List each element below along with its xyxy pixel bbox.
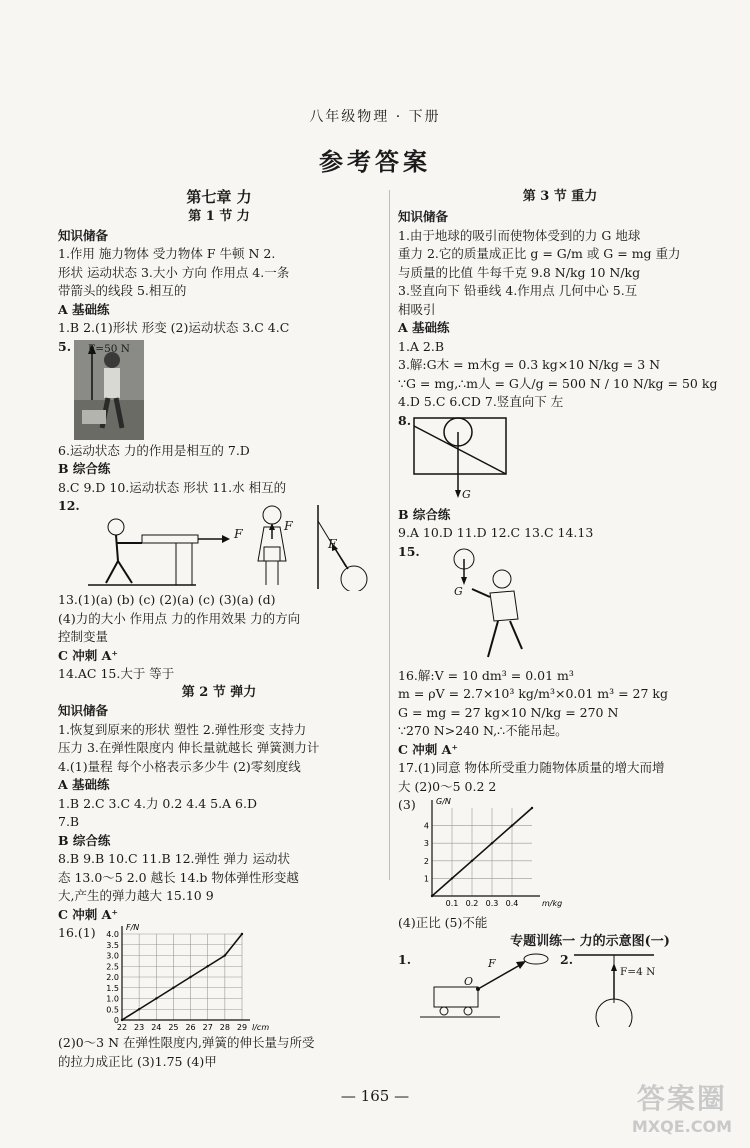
y-tick-label: 0 [113, 1016, 119, 1025]
page-number: — 165 — [340, 1087, 410, 1105]
x-tick-label: 28 [219, 1023, 230, 1032]
answer-line: 重力 2.它的质量成正比 g = G/m 或 G = mg 重力 [398, 246, 681, 261]
answer-line: m = ρV = 2.7×10³ kg/m³×0.01 m³ = 27 kg [398, 686, 668, 701]
question-number: 5. [58, 338, 72, 354]
answer-line: ∵G = mg,∴m人 = G人/g = 500 N / 10 N/kg = 50 kg [398, 375, 718, 391]
answer-line: 态 13.0～5 2.0 越长 14.b 物体弹性形变越 [58, 869, 299, 885]
question-number: 1. [398, 952, 412, 967]
subheading: C 冲刺 A⁺ [58, 647, 118, 663]
soccer-player-diagram-icon [418, 545, 538, 665]
answer-line: (4)力的大小 作用点 力的作用效果 力的方向 [58, 610, 301, 626]
y-tick-label: 1 [423, 874, 429, 884]
answer-line: 3.竖直向下 铅垂线 4.作用点 几何中心 5.互 [398, 283, 638, 298]
answer-line: G = mg = 27 kg×10 N/kg = 270 N [398, 704, 619, 720]
answer-line: 4.(1)量程 每个小格表示多少牛 (2)零刻度线 [58, 758, 301, 774]
force-label: F [328, 536, 337, 551]
answer-line: 控制变量 [58, 629, 109, 644]
y-tick-label: 4.0 [106, 930, 119, 939]
x-axis-label: l/cm [252, 1023, 270, 1032]
subheading: C 冲刺 A⁺ [58, 906, 118, 922]
question-number: 8. [398, 412, 412, 428]
data-point [491, 842, 493, 844]
data-point [511, 824, 513, 826]
answer-line: 与质量的比值 牛每千克 9.8 N/kg 10 N/kg [398, 264, 641, 280]
section-title: 第 3 节 重力 [522, 189, 598, 204]
answer-line: 带箭头的线段 5.相互的 [58, 283, 187, 298]
answer-line: 大,产生的弹力越大 15.10 9 [58, 888, 214, 903]
x-tick-label: 26 [185, 1023, 196, 1032]
figure-q17 [398, 796, 722, 914]
subheading: 知识储备 [58, 227, 109, 243]
origin-label: O [464, 975, 474, 988]
answer-line: (2)0～3 N 在弹性限度内,弹簧的伸长量与所受 [58, 1035, 315, 1050]
y-tick-label: 3.0 [106, 951, 119, 961]
force-label: F [488, 957, 496, 970]
spring-force-chart [102, 924, 272, 1034]
answer-line: ∵270 N>240 N,∴不能吊起。 [398, 723, 568, 738]
question-number: 15. [398, 543, 420, 559]
data-point [121, 1019, 123, 1021]
figure-q5 [58, 338, 380, 442]
answer-line: 13.(1)(a) (b) (c) (2)(a) (c) (3)(a) (d) [58, 592, 276, 607]
y-tick-label: 1.5 [106, 983, 119, 993]
figure-q8 [398, 412, 722, 506]
question-number: (3) [398, 797, 416, 812]
y-tick-label: 2 [423, 856, 429, 866]
x-axis-label: m/kg [542, 899, 563, 908]
subheading: 知识储备 [58, 703, 109, 718]
x-tick-label: 29 [236, 1023, 248, 1032]
y-tick-label: 0.5 [106, 1005, 119, 1015]
answer-line: 1.B 2.C 3.C 4.力 0.2 4.4 5.A 6.D [58, 795, 257, 811]
gravity-mass-chart [410, 796, 570, 912]
subheading: A 基础练 [58, 301, 110, 317]
answer-line: 6.运动状态 力的作用是相互的 7.D [58, 442, 250, 458]
answer-line: 7.B [58, 814, 80, 829]
y-tick-label: 1.0 [106, 994, 119, 1004]
answer-line: 8.B 9.B 10.C 11.B 12.弹性 弹力 运动状 [58, 851, 290, 866]
special-training-title: 专题训练一 力的示意图(一) [510, 933, 670, 949]
x-tick-label: 0.3 [485, 899, 499, 908]
answer-line: (4)正比 (5)不能 [398, 915, 488, 930]
x-tick-label: 0.1 [445, 899, 459, 908]
data-point [155, 997, 157, 999]
answer-line: 8.C 9.D 10.运动状态 形状 11.水 相互的 [58, 479, 287, 495]
data-point [451, 877, 453, 879]
x-tick-label: 23 [134, 1023, 145, 1032]
answer-line: 17.(1)同意 物体所受重力随物体质量的增大而增 [398, 760, 665, 775]
force-label: G [462, 487, 471, 501]
watermark-logo [632, 1077, 732, 1136]
y-tick-label: 3.5 [106, 940, 119, 950]
answer-line: 的拉力成正比 (3)1.75 (4)甲 [58, 1053, 217, 1069]
right-column [398, 186, 722, 1027]
data-point [207, 965, 209, 967]
subheading: A 基础练 [58, 777, 110, 792]
data-point [531, 807, 533, 809]
data-point [471, 860, 473, 862]
page-title: 参考答案 [319, 147, 431, 176]
answer-line: 1.作用 施力物体 受力物体 F 牛顿 N 2. [58, 246, 276, 261]
subheading: B 综合练 [58, 832, 111, 848]
force-label: F [234, 526, 243, 541]
answer-line: 相吸引 [398, 301, 436, 317]
figure-q12 [58, 497, 380, 591]
series-line [432, 808, 532, 896]
y-tick-label: 2.5 [106, 962, 119, 972]
figure-q16 [58, 924, 380, 1034]
x-tick-label: 22 [116, 1023, 128, 1032]
data-point [241, 933, 243, 935]
x-tick-label: 24 [151, 1023, 162, 1032]
answer-line: 1.恢复到原来的形状 塑性 2.弹性形变 支持力 [58, 721, 307, 737]
chapter-title: 第七章 力 [186, 188, 252, 206]
question-number: 2. [560, 952, 574, 967]
answer-line: 16.解:V = 10 dm³ = 0.01 m³ [398, 667, 574, 683]
x-tick-label: 27 [202, 1023, 213, 1032]
answer-line: 9.A 10.D 11.D 12.C 13.C 14.13 [398, 525, 594, 540]
figure-special [398, 951, 722, 1027]
y-axis-label: G/N [436, 797, 451, 806]
subheading: A 基础练 [398, 320, 450, 335]
data-point [224, 954, 226, 956]
data-point [431, 895, 433, 897]
answer-line: 14.AC 15.大于 等于 [58, 666, 175, 681]
question-number: 12. [58, 498, 80, 513]
x-tick-label: 0.4 [505, 899, 519, 908]
column-divider [389, 190, 390, 880]
question-number: 16.(1) [58, 925, 96, 940]
answer-line: 形状 运动状态 3.大小 方向 作用点 4.一条 [58, 264, 290, 280]
figure-q15 [398, 543, 722, 667]
data-point [172, 987, 174, 989]
section-title: 第 2 节 弹力 [181, 684, 257, 700]
section-title: 第 1 节 力 [188, 209, 250, 224]
data-point [189, 976, 191, 978]
y-tick-label: 3 [423, 839, 429, 849]
force-label: F=50 N [88, 342, 130, 355]
book-title: 八年级物理 · 下册 [309, 109, 441, 125]
x-tick-label: 25 [168, 1023, 179, 1032]
data-point [138, 1008, 140, 1010]
answer-line: 压力 3.在弹性限度内 伸长量就越长 弹簧测力计 [58, 740, 320, 755]
x-tick-label: 0.2 [465, 899, 479, 908]
answer-line: 1.由于地球的吸引而使物体受到的力 G 地球 [398, 227, 641, 243]
answer-line: 1.B 2.(1)形状 形变 (2)运动状态 3.C 4.C [58, 320, 290, 335]
subheading: B 综合练 [58, 461, 111, 476]
left-column [58, 186, 380, 1071]
subheading: 知识储备 [398, 209, 449, 224]
answer-line: 大 (2)0～5 0.2 2 [398, 778, 497, 794]
subheading: B 综合练 [398, 506, 451, 522]
force-label: F [284, 518, 293, 533]
watermark-text: 答案圈 [636, 1082, 727, 1115]
answer-line: 4.D 5.C 6.CD 7.竖直向下 左 [398, 394, 564, 409]
answer-line: 1.A 2.B [398, 338, 445, 354]
force-label: G [454, 584, 463, 598]
y-tick-label: 4 [423, 821, 429, 831]
answer-line: 3.解:G木 = m木g = 0.3 kg×10 N/kg = 3 N [398, 357, 661, 372]
watermark-url: MXQE.COM [631, 1117, 732, 1136]
y-axis-label: F/N [126, 924, 140, 932]
y-tick-label: 2.0 [106, 973, 119, 982]
subheading: C 冲刺 A⁺ [398, 741, 458, 757]
force-label: F=4 N [620, 966, 656, 978]
